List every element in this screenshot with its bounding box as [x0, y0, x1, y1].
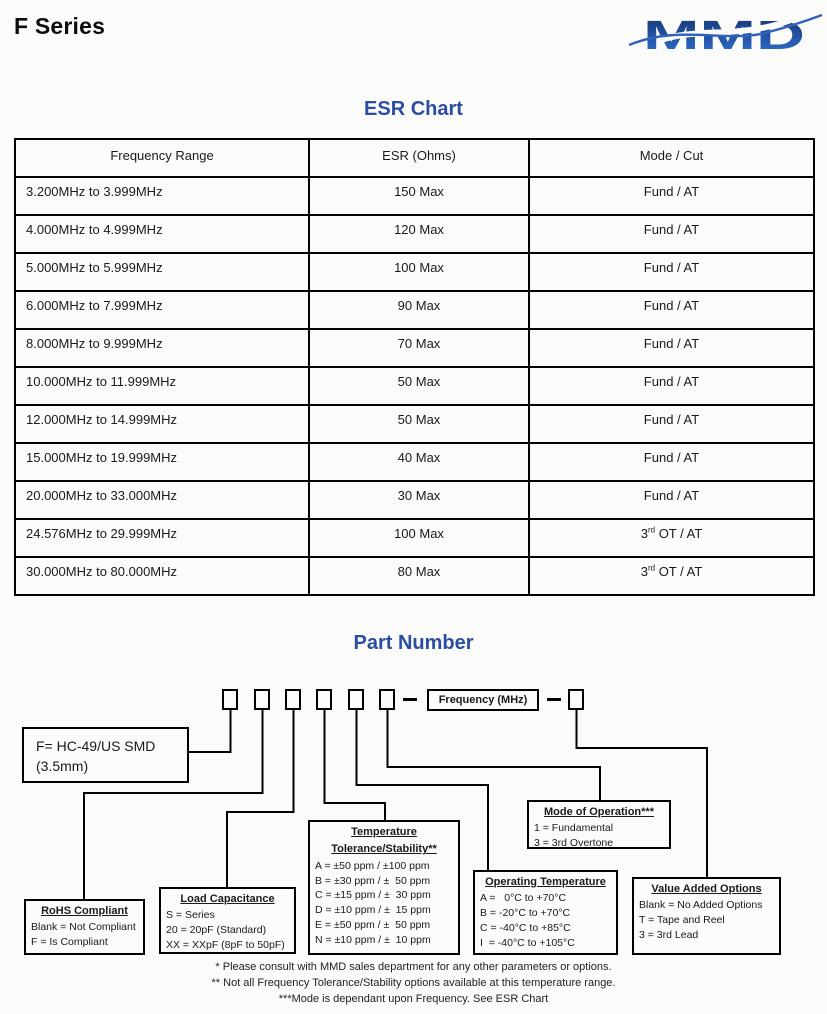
footnote-1: * Please consult with MMD sales department for any other parameters or options.	[215, 961, 612, 973]
esr-table-row	[15, 177, 814, 215]
mode-of-operation-lines	[529, 819, 669, 851]
esr-table-row	[15, 481, 814, 519]
option-line: 1 = Fundamental	[534, 822, 614, 835]
esr-table-cell: 80 Max	[309, 557, 529, 595]
temperature-tolerance-title-2: Tolerance/Stability**	[331, 843, 437, 856]
option-line: Blank = Not Compliant	[31, 921, 136, 934]
esr-table-cell: 15.000MHz to 19.999MHz	[15, 443, 309, 481]
dash-after-frequency	[547, 698, 561, 701]
esr-table-body	[15, 177, 814, 595]
esr-table-cell: 10.000MHz to 11.999MHz	[15, 367, 309, 405]
footnotes	[0, 959, 827, 1007]
value-added-options-title: Value Added Options	[651, 883, 762, 895]
esr-table-cell: 90 Max	[309, 291, 529, 329]
option-line: F = Is Compliant	[31, 936, 108, 949]
esr-table-cell: 5.000MHz to 5.999MHz	[15, 253, 309, 291]
esr-table-cell: Fund / AT	[529, 481, 814, 519]
esr-table-cell: 100 Max	[309, 253, 529, 291]
part-digit-box-2	[254, 689, 270, 710]
esr-table-cell: 50 Max	[309, 367, 529, 405]
esr-table-cell: 8.000MHz to 9.999MHz	[15, 329, 309, 367]
esr-table-cell: 20.000MHz to 33.000MHz	[15, 481, 309, 519]
mmd-logo-svg	[625, 8, 825, 56]
option-line: I = -40°C to +105°C	[480, 937, 575, 950]
option-line: A = 0°C to +70°C	[480, 892, 567, 905]
esr-col-header-mode: Mode / Cut	[529, 139, 814, 177]
part-digit-box-1	[222, 689, 238, 710]
esr-table-cell: 70 Max	[309, 329, 529, 367]
esr-table-cell: Fund / AT	[529, 177, 814, 215]
connector-series	[189, 709, 231, 752]
esr-table-cell: Fund / AT	[529, 329, 814, 367]
esr-table-cell: Fund / AT	[529, 291, 814, 329]
esr-table-row	[15, 557, 814, 595]
esr-table-cell: 3rd OT / AT	[529, 519, 814, 557]
esr-table-cell: Fund / AT	[529, 405, 814, 443]
option-line: C = ±15 ppm / ± 30 ppm	[315, 889, 431, 902]
esr-table-cell: 100 Max	[309, 519, 529, 557]
esr-table-row	[15, 291, 814, 329]
mmd-logo	[625, 8, 825, 56]
esr-table-cell: Fund / AT	[529, 215, 814, 253]
esr-table-cell: 30 Max	[309, 481, 529, 519]
part-number-heading: Part Number	[353, 632, 474, 654]
esr-table-row	[15, 405, 814, 443]
esr-table-row	[15, 367, 814, 405]
load-capacitance-title: Load Capacitance	[180, 893, 275, 905]
page-title: F Series	[14, 13, 106, 39]
esr-table-cell: 150 Max	[309, 177, 529, 215]
esr-table-row	[15, 329, 814, 367]
option-line: Blank = No Added Options	[639, 899, 763, 912]
connector-mode-of-operation	[388, 709, 601, 800]
operating-temperature-box	[473, 870, 618, 955]
esr-col-header-frequency: Frequency Range	[15, 139, 309, 177]
esr-table-cell: 24.576MHz to 29.999MHz	[15, 519, 309, 557]
option-line: 3 = 3rd Overtone	[534, 837, 614, 850]
series-line-1: F= HC-49/US SMD	[36, 738, 156, 754]
rohs-compliant-box	[24, 899, 145, 955]
option-line: D = ±10 ppm / ± 15 ppm	[315, 904, 431, 917]
esr-table-cell: 12.000MHz to 14.999MHz	[15, 405, 309, 443]
temperature-tolerance-title-1: Temperature	[351, 826, 417, 838]
value-added-options-lines	[634, 896, 779, 943]
esr-table-cell: 3rd OT / AT	[529, 557, 814, 595]
esr-table-cell: 40 Max	[309, 443, 529, 481]
part-digit-box-6	[379, 689, 395, 710]
option-line: 3 = 3rd Lead	[639, 929, 699, 942]
esr-table-row	[15, 519, 814, 557]
connector-temperature-tolerance	[325, 709, 386, 820]
option-line: T = Tape and Reel	[639, 914, 725, 927]
esr-table	[14, 138, 815, 596]
rohs-title: RoHS Compliant	[41, 905, 128, 917]
esr-table-cell: 30.000MHz to 80.000MHz	[15, 557, 309, 595]
option-line: A = ±50 ppm / ±100 ppm	[315, 859, 430, 872]
option-line: 20 = 20pF (Standard)	[166, 924, 267, 937]
option-line: N = ±10 ppm / ± 10 ppm	[315, 934, 431, 947]
esr-table-cell: 120 Max	[309, 215, 529, 253]
esr-chart-heading: ESR Chart	[364, 98, 463, 120]
esr-table-row	[15, 253, 814, 291]
esr-table-cell: 3.200MHz to 3.999MHz	[15, 177, 309, 215]
esr-table-cell: Fund / AT	[529, 443, 814, 481]
esr-table-cell: 4.000MHz to 4.999MHz	[15, 215, 309, 253]
value-added-options-box	[632, 877, 781, 955]
operating-temperature-title: Operating Temperature	[485, 876, 606, 888]
option-line: E = ±50 ppm / ± 50 ppm	[315, 919, 431, 932]
temperature-tolerance-lines	[310, 857, 458, 948]
esr-table-cell: 6.000MHz to 7.999MHz	[15, 291, 309, 329]
part-digit-box-4	[316, 689, 332, 710]
dash-before-frequency	[403, 698, 417, 701]
option-line: S = Series	[166, 909, 215, 922]
esr-table-row	[15, 215, 814, 253]
temperature-tolerance-box	[308, 820, 460, 955]
part-digit-box-5	[348, 689, 364, 710]
esr-table-cell: Fund / AT	[529, 367, 814, 405]
part-digit-box-7	[568, 689, 584, 710]
series-description-box	[22, 727, 189, 783]
esr-table-cell: 50 Max	[309, 405, 529, 443]
load-capacitance-lines	[161, 906, 294, 953]
footnote-2: ** Not all Frequency Tolerance/Stability options available at this temperature range.	[211, 977, 616, 989]
esr-table-row	[15, 443, 814, 481]
connector-load-capacitance	[227, 709, 294, 887]
esr-table-header-row	[15, 139, 814, 177]
mode-of-operation-box	[527, 800, 671, 849]
series-line-2: (3.5mm)	[36, 758, 89, 775]
esr-table-cell: Fund / AT	[529, 253, 814, 291]
logo-text: MMD	[643, 12, 805, 56]
operating-temperature-lines	[475, 889, 616, 951]
option-line: B = ±30 ppm / ± 50 ppm	[315, 874, 431, 887]
rohs-lines	[26, 918, 143, 950]
frequency-box: Frequency (MHz)	[427, 689, 539, 711]
esr-col-header-esr: ESR (Ohms)	[309, 139, 529, 177]
load-capacitance-box	[159, 887, 296, 954]
option-line: B = -20°C to +70°C	[480, 907, 571, 920]
option-line: C = -40°C to +85°C	[480, 922, 571, 935]
connector-value-added	[577, 709, 708, 877]
footnote-3: ***Mode is dependant upon Frequency. See ESR Chart	[278, 993, 549, 1005]
mode-of-operation-title: Mode of Operation***	[543, 806, 654, 818]
part-digit-box-3	[285, 689, 301, 710]
option-line: XX = XXpF (8pF to 50pF)	[166, 939, 285, 952]
